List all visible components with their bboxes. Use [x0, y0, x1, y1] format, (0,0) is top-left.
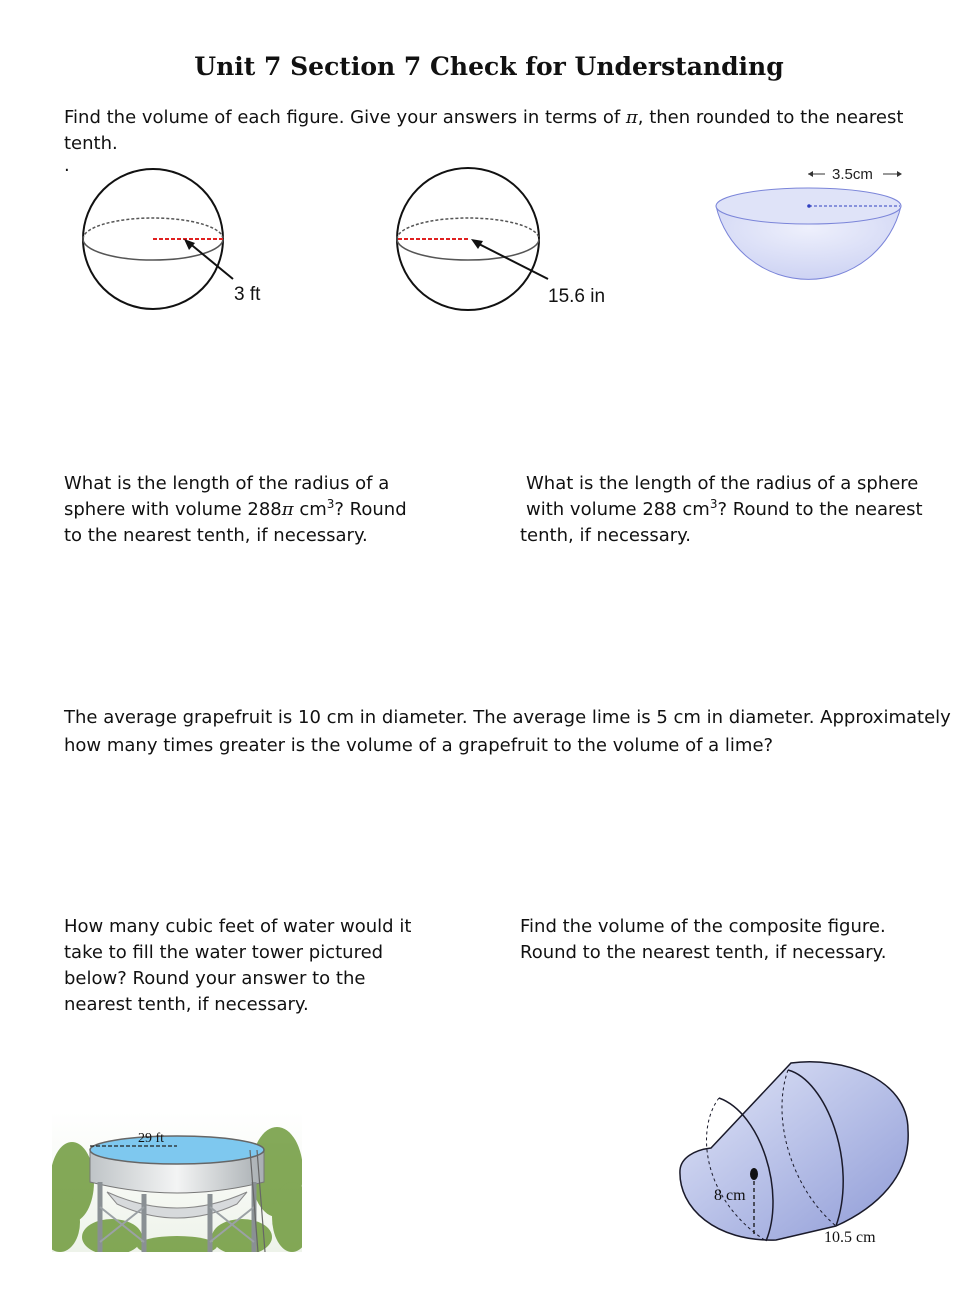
question-text: with volume 288 cm	[526, 499, 710, 520]
composite-radius-label: 8 cm	[714, 1187, 746, 1204]
sphere-1-radius-label: 3 ft	[234, 284, 261, 305]
question-line-1: What is the length of the radius of a sphere	[526, 473, 919, 494]
question-water-tower	[64, 914, 411, 1018]
sphere-equator-front	[83, 239, 223, 260]
water-tower-radius-label: 29 ft	[138, 1131, 165, 1146]
stray-dot: .	[64, 155, 70, 176]
question-line-2: take to fill the water tower pictured	[64, 942, 384, 963]
question-line-1: Find the volume of the composite figure.	[520, 916, 886, 937]
page-title: Unit 7 Section 7 Check for Understanding	[194, 52, 784, 81]
dim-arrowhead-left	[808, 171, 813, 177]
question-radius-plain	[520, 471, 923, 549]
question-line-1: How many cubic feet of water would it	[64, 916, 412, 937]
pointer-arrow	[475, 242, 548, 279]
question-text: ? Round	[334, 499, 407, 520]
water-tower-figure	[52, 1112, 302, 1252]
question-line-1: What is the length of the radius of a	[64, 473, 390, 494]
question-line-4: nearest tenth, if necessary.	[64, 994, 309, 1015]
superscript: 3	[709, 497, 718, 511]
hemisphere-radius-label: 3.5cm	[832, 166, 873, 183]
question-line-2	[64, 497, 407, 523]
question-composite	[520, 914, 886, 966]
question-line-2: how many times greater is the volume of a grapefruit to the volume of a lime?	[64, 735, 774, 756]
sphere-equator-back	[397, 218, 539, 239]
sphere-2-radius-label: 15.6 in	[548, 286, 606, 307]
sphere-equator-front	[397, 239, 539, 260]
sphere-figure-1	[80, 166, 280, 316]
question-text: ? Round to the nearest	[717, 499, 923, 520]
instructions-text-b: , then rounded to the nearest	[637, 107, 904, 128]
capsule-body	[680, 1062, 908, 1240]
hemisphere-figure	[708, 160, 918, 305]
question-grapefruit	[64, 704, 951, 760]
question-line-3: tenth, if necessary.	[520, 525, 691, 546]
superscript: 3	[326, 497, 335, 511]
pi-symbol: π	[281, 499, 294, 520]
unit-text: cm	[293, 499, 327, 520]
center-point	[807, 204, 811, 208]
instructions-line-2: tenth.	[64, 133, 118, 154]
instructions-text-a: Find the volume of each figure. Give your answers in terms of	[64, 107, 626, 128]
question-line-3: to the nearest tenth, if necessary.	[64, 525, 368, 546]
arrow-head	[184, 239, 195, 250]
question-radius-pi	[64, 471, 407, 549]
question-line-3: below? Round your answer to the	[64, 968, 366, 989]
question-text: sphere with volume 288	[64, 499, 282, 520]
water-surface	[90, 1136, 264, 1164]
question-line-1: The average grapefruit is 10 cm in diameter. The average lime is 5 cm in diameter. Approximately	[64, 707, 951, 728]
question-line-2: Round to the nearest tenth, if necessary.	[520, 942, 887, 963]
question-line-2	[520, 497, 923, 523]
sphere-equator-back	[83, 218, 223, 239]
composite-figure	[676, 1058, 916, 1254]
dim-arrowhead-right	[897, 171, 902, 177]
arrow-head	[471, 239, 483, 249]
composite-length-label: 10.5 cm	[824, 1229, 876, 1246]
instructions-line-1	[64, 105, 903, 131]
pointer-arrow	[188, 242, 233, 279]
sphere-figure-2	[393, 166, 633, 316]
pi-symbol: π	[625, 107, 638, 128]
